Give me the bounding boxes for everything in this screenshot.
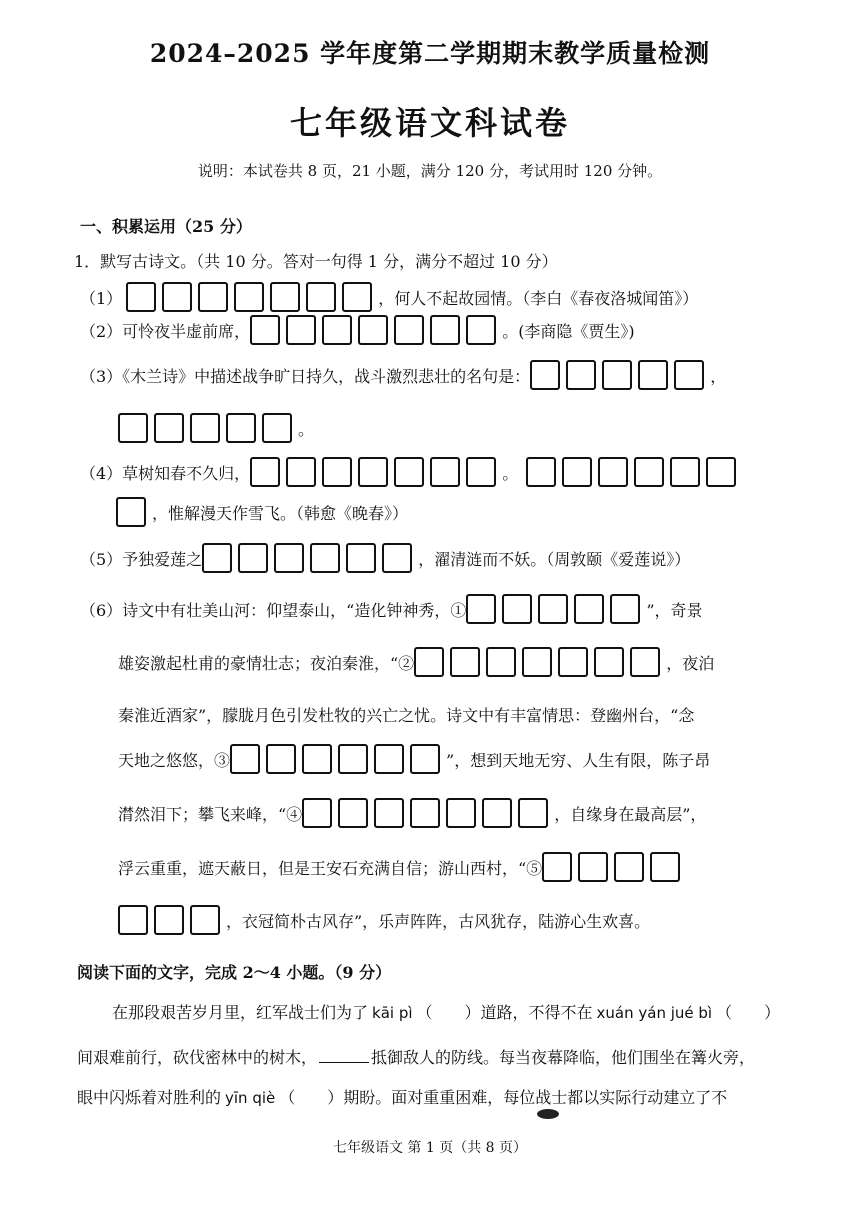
item-3-line-2 [118, 413, 314, 443]
answer-box[interactable] [602, 360, 632, 390]
answer-box[interactable] [518, 798, 548, 828]
answer-box[interactable] [414, 647, 444, 677]
reading-text: 抵御敌人的防线。每当夜幕降临，他们围坐在篝火旁， [371, 1048, 756, 1067]
reading-text: （ ）期盼。面对重重困难，每位战士都以实际行动建立了不 [279, 1088, 728, 1107]
answer-box[interactable] [446, 798, 476, 828]
answer-box[interactable] [558, 647, 588, 677]
item-6-line-4 [118, 744, 710, 774]
answer-box[interactable] [430, 315, 460, 345]
answer-box[interactable] [154, 413, 184, 443]
item-6-text: 雄姿激起杜甫的豪情壮志；夜泊秦淮，“② [118, 653, 415, 673]
item-6-text: 浮云重重，遮天蔽日，但是王安石充满自信；游山西村，“⑤ [118, 858, 543, 878]
answer-box[interactable] [346, 543, 376, 573]
item-6-text: ”，奇景 [646, 600, 703, 620]
answer-box[interactable] [374, 798, 404, 828]
answer-box[interactable] [342, 282, 372, 312]
answer-box[interactable] [674, 360, 704, 390]
answer-box[interactable] [250, 315, 280, 345]
answer-box[interactable] [486, 647, 516, 677]
answer-box[interactable] [198, 282, 228, 312]
item-3-comma: ， [710, 366, 727, 386]
item-3-end: 。 [298, 419, 315, 439]
item-6-line-7 [118, 905, 650, 935]
answer-box[interactable] [238, 543, 268, 573]
answer-box[interactable] [466, 457, 496, 487]
reading-line-2 [77, 1045, 755, 1068]
item-5 [80, 543, 690, 573]
subject-title: 七年级语文科试卷 [289, 104, 570, 142]
reading-line-3 [77, 1085, 727, 1108]
item-6-text: 天地之悠悠，③ [118, 750, 231, 770]
answer-box[interactable] [230, 744, 260, 774]
item-5-text-before: （5）予独爱莲之 [80, 549, 203, 569]
answer-box[interactable] [118, 905, 148, 935]
answer-box[interactable] [262, 413, 292, 443]
answer-box[interactable] [234, 282, 264, 312]
section-heading: 一、积累运用（25 分） [80, 217, 252, 236]
answer-box[interactable] [162, 282, 192, 312]
item-4-text-after: ，惟解漫天作雪飞。（韩愈《晚春》） [152, 503, 409, 523]
answer-box[interactable] [286, 315, 316, 345]
ink-stamp-mark [536, 1108, 560, 1120]
item-6-text: ，衣冠简朴古风存”，乐声阵阵，古风犹存，陆游心生欢喜。 [226, 911, 651, 931]
answer-box[interactable] [610, 594, 640, 624]
answer-box[interactable] [598, 457, 628, 487]
item-1-number: （1） [80, 288, 123, 308]
answer-box[interactable] [594, 647, 624, 677]
answer-box[interactable] [274, 543, 304, 573]
item-6-line-2 [118, 647, 714, 677]
answer-box[interactable] [190, 905, 220, 935]
answer-box[interactable] [338, 744, 368, 774]
answer-box[interactable] [374, 744, 404, 774]
answer-box[interactable] [116, 497, 146, 527]
answer-box[interactable] [410, 744, 440, 774]
answer-box[interactable] [226, 413, 256, 443]
answer-box[interactable] [250, 457, 280, 487]
answer-box[interactable] [566, 360, 596, 390]
item-6-text: ，夜泊 [666, 653, 715, 673]
answer-box[interactable] [118, 413, 148, 443]
item-6-text: ”，想到天地无穷、人生有限，陈子昂 [446, 750, 711, 770]
item-4 [80, 457, 742, 487]
answer-box[interactable] [358, 457, 388, 487]
pinyin-prompt: xuán yán jué bì [596, 1004, 713, 1022]
answer-box[interactable] [126, 282, 156, 312]
answer-box[interactable] [286, 457, 316, 487]
answer-box[interactable] [502, 594, 532, 624]
answer-box[interactable] [302, 798, 332, 828]
answer-box[interactable] [266, 744, 296, 774]
answer-box[interactable] [382, 543, 412, 573]
answer-box[interactable] [614, 852, 644, 882]
reading-text: 间艰难前行，砍伐密林中的树木， [77, 1048, 318, 1067]
pinyin-prompt: kāi pì [372, 1004, 413, 1022]
answer-box[interactable] [542, 852, 572, 882]
answer-box[interactable] [190, 413, 220, 443]
answer-box[interactable] [526, 457, 556, 487]
reading-text: 在那段艰苦岁月里，红军战士们为了 [112, 1003, 369, 1022]
answer-box[interactable] [450, 647, 480, 677]
answer-box[interactable] [322, 457, 352, 487]
item-5-text-after: ，濯清涟而不妖。（周敦颐《爱莲说》） [418, 549, 691, 569]
answer-box[interactable] [578, 852, 608, 882]
answer-box[interactable] [670, 457, 700, 487]
answer-box[interactable] [306, 282, 336, 312]
pinyin-prompt: yīn qiè [225, 1089, 276, 1107]
reading-text: （ ） [716, 1003, 781, 1022]
answer-box[interactable] [634, 457, 664, 487]
exam-title: 2024–2025 学年度第二学期期末教学质量检测 [149, 39, 711, 68]
item-6-text: ，自缘身在最高层”， [554, 804, 707, 824]
reading-text: （ ）道路，不得不在 [416, 1003, 593, 1022]
item-1-text: ，何人不起故园情。（李白《春夜洛城闻笛》） [378, 288, 699, 308]
answer-box[interactable] [650, 852, 680, 882]
answer-box[interactable] [394, 457, 424, 487]
page-footer: 七年级语文 第 1 页（共 8 页） [332, 1140, 528, 1156]
answer-box[interactable] [310, 543, 340, 573]
answer-box[interactable] [638, 360, 668, 390]
item-4-text-before: （4）草树知春不久归， [80, 463, 251, 483]
answer-box[interactable] [706, 457, 736, 487]
item-4-period: 。 [502, 463, 519, 483]
answer-box[interactable] [338, 798, 368, 828]
reading-line-1 [112, 1000, 780, 1023]
item-1 [80, 282, 698, 312]
answer-box[interactable] [430, 457, 460, 487]
instructions: 说明：本试卷共 8 页，21 小题，满分 120 分，考试用时 120 分钟。 [197, 162, 663, 180]
reading-heading: 阅读下面的文字，完成 2～4 小题。（9 分） [77, 963, 392, 982]
item-3 [80, 360, 726, 390]
item-6-line-3: 秦淮近酒家”，朦胧月色引发杜牧的兴亡之忧。诗文中有丰富情思：登幽州台，“念 [118, 706, 695, 725]
item-2 [80, 315, 635, 345]
answer-box[interactable] [322, 315, 352, 345]
answer-box[interactable] [562, 457, 592, 487]
answer-box[interactable] [394, 315, 424, 345]
item-3-text: （3）《木兰诗》中描述战争旷日持久，战斗激烈悲壮的名句是： [80, 366, 531, 386]
item-6-line-5 [118, 798, 706, 828]
answer-box[interactable] [538, 594, 568, 624]
answer-box[interactable] [302, 744, 332, 774]
item-4-line-2 [116, 497, 408, 527]
answer-box[interactable] [466, 594, 496, 624]
answer-box[interactable] [482, 798, 512, 828]
item-2-text-before: （2）可怜夜半虚前席， [80, 321, 251, 341]
reading-text: 眼中闪烁着对胜利的 [77, 1088, 222, 1107]
item-6-text: （6）诗文中有壮美山河：仰望泰山，“造化钟神秀，① [80, 600, 467, 620]
answer-box[interactable] [530, 360, 560, 390]
answer-box[interactable] [574, 594, 604, 624]
item-6-text: 潸然泪下；攀飞来峰，“④ [118, 804, 303, 824]
answer-box[interactable] [410, 798, 440, 828]
item-2-text-after: 。(李商隐《贾生》) [502, 321, 635, 341]
answer-box[interactable] [358, 315, 388, 345]
answer-box[interactable] [202, 543, 232, 573]
answer-box[interactable] [522, 647, 552, 677]
answer-box[interactable] [630, 647, 660, 677]
fill-blank[interactable] [319, 1048, 369, 1063]
answer-box[interactable] [154, 905, 184, 935]
answer-box[interactable] [270, 282, 300, 312]
question-1-stem: 1．默写古诗文。（共 10 分。答对一句得 1 分，满分不超过 10 分） [74, 252, 558, 271]
item-6-line-6 [118, 852, 686, 882]
answer-box[interactable] [466, 315, 496, 345]
item-6-line-1 [80, 594, 703, 624]
